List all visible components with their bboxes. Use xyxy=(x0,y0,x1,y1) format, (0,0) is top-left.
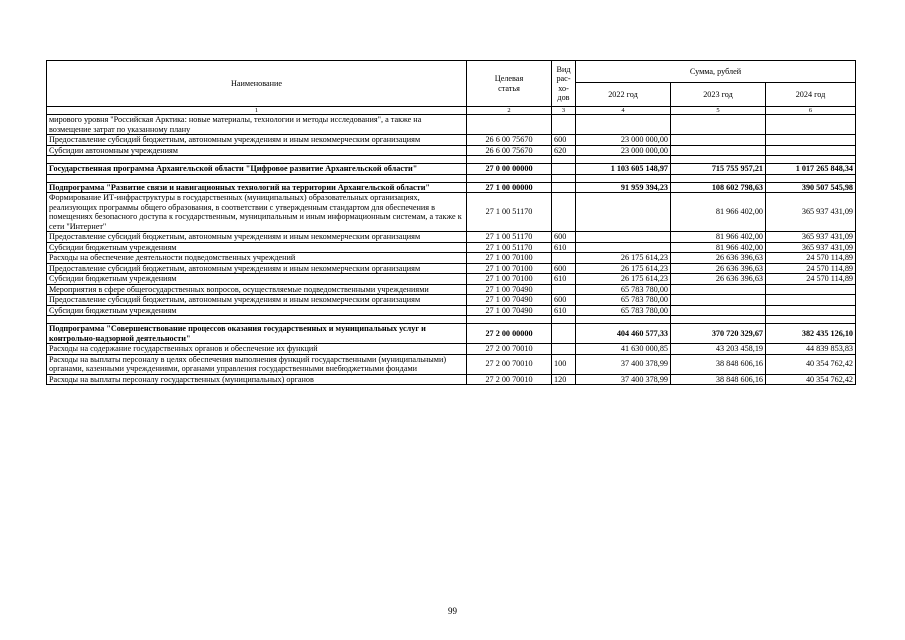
table-row xyxy=(47,274,856,285)
cell-code: 27 1 00 70490 xyxy=(467,295,552,306)
spacer-row xyxy=(47,174,856,182)
table-row xyxy=(47,263,856,274)
cell-code: 27 1 00 00000 xyxy=(467,182,552,193)
cell-name: Предоставление субсидий бюджетным, автономным учреждениям и иным некоммерческим организациям xyxy=(47,232,467,243)
table-row xyxy=(47,284,856,295)
cell-type: 100 xyxy=(552,354,576,374)
header-2023: 2023 год xyxy=(671,83,766,107)
table-row xyxy=(47,164,856,175)
cell-name: Формирование ИТ-инфраструктуры в государственных (муниципальных) образовательных организациях, реализующих программы общего образования, в соответствии с утвержденным стандартом для обеспечения в помещениях безопасного доступа к государственным, муниципальным и иным информационным системам, а также к сети "Интернет" xyxy=(47,193,467,232)
cell-type: 600 xyxy=(552,135,576,146)
cell-y2024: 24 570 114,89 xyxy=(766,263,856,274)
cell-y2024 xyxy=(766,295,856,306)
spacer-cell xyxy=(766,316,856,324)
col-number: 4 xyxy=(576,107,671,115)
cell-y2022: 91 959 394,23 xyxy=(576,182,671,193)
cell-type xyxy=(552,182,576,193)
cell-y2022: 65 783 780,00 xyxy=(576,295,671,306)
spacer-cell xyxy=(47,174,467,182)
cell-y2023: 81 966 402,00 xyxy=(671,193,766,232)
cell-name: Субсидии автономным учреждениям xyxy=(47,145,467,156)
spacer-cell xyxy=(766,174,856,182)
cell-code: 27 1 00 70490 xyxy=(467,284,552,295)
spacer-cell xyxy=(576,316,671,324)
cell-y2024 xyxy=(766,284,856,295)
cell-name: Государственная программа Архангельской области "Цифровое развитие Архангельской области" xyxy=(47,164,467,175)
cell-code: 27 1 00 70490 xyxy=(467,305,552,316)
cell-type: 620 xyxy=(552,145,576,156)
cell-y2024: 40 354 762,42 xyxy=(766,374,856,385)
cell-y2023: 26 636 396,63 xyxy=(671,263,766,274)
cell-y2024: 382 435 126,10 xyxy=(766,324,856,344)
cell-y2023: 715 755 957,21 xyxy=(671,164,766,175)
cell-y2022: 26 175 614,23 xyxy=(576,274,671,285)
cell-type: 120 xyxy=(552,374,576,385)
table-row xyxy=(47,344,856,355)
col-number: 5 xyxy=(671,107,766,115)
cell-y2024 xyxy=(766,145,856,156)
cell-y2022: 26 175 614,23 xyxy=(576,253,671,264)
cell-y2024: 44 839 853,83 xyxy=(766,344,856,355)
cell-name: Расходы на выплаты персоналу в целях обеспечения выполнения функций государственными (муниципальными) органами, казенными учреждениями, органами управления государственными внебюджетными фондами xyxy=(47,354,467,374)
spacer-cell xyxy=(47,316,467,324)
cell-name: Предоставление субсидий бюджетным, автономным учреждениям и иным некоммерческим организациям xyxy=(47,263,467,274)
table-row xyxy=(47,295,856,306)
cell-y2024 xyxy=(766,115,856,135)
cell-y2022: 37 400 378,99 xyxy=(576,354,671,374)
cell-y2023 xyxy=(671,284,766,295)
cell-y2022 xyxy=(576,115,671,135)
spacer-cell xyxy=(576,174,671,182)
table-row xyxy=(47,115,856,135)
cell-type: 600 xyxy=(552,263,576,274)
cell-name: Расходы на обеспечение деятельности подведомственных учреждений xyxy=(47,253,467,264)
cell-name: Субсидии бюджетным учреждениям xyxy=(47,274,467,285)
cell-code: 27 1 00 51170 xyxy=(467,193,552,232)
cell-y2023: 26 636 396,63 xyxy=(671,274,766,285)
cell-y2023: 370 720 329,67 xyxy=(671,324,766,344)
cell-type xyxy=(552,253,576,264)
cell-name: Мероприятия в сфере общегосударственных вопросов, осуществляемые подведомственными учреждениями xyxy=(47,284,467,295)
cell-type: 610 xyxy=(552,305,576,316)
table-row xyxy=(47,145,856,156)
cell-y2024: 365 937 431,09 xyxy=(766,193,856,232)
cell-y2022: 23 000 000,00 xyxy=(576,135,671,146)
cell-y2023 xyxy=(671,305,766,316)
table-row xyxy=(47,305,856,316)
header-2022: 2022 год xyxy=(576,83,671,107)
cell-name: мирового уровня "Российская Арктика: новые материалы, технологии и методы исследования", а также на возмещение затрат по указанному плану xyxy=(47,115,467,135)
cell-code: 27 1 00 70100 xyxy=(467,263,552,274)
cell-name: Подпрограмма "Совершенствование процессов оказания государственных и муниципальных услуг и контрольно-надзорной деятельности" xyxy=(47,324,467,344)
spacer-cell xyxy=(552,316,576,324)
cell-code: 26 6 00 75670 xyxy=(467,135,552,146)
cell-type xyxy=(552,324,576,344)
cell-type: 610 xyxy=(552,274,576,285)
col-number: 6 xyxy=(766,107,856,115)
table-row xyxy=(47,193,856,232)
cell-type xyxy=(552,115,576,135)
table-row xyxy=(47,232,856,243)
cell-y2023: 38 848 606,16 xyxy=(671,354,766,374)
header-name: Наименование xyxy=(47,61,467,107)
spacer-cell xyxy=(671,174,766,182)
header-2024: 2024 год xyxy=(766,83,856,107)
cell-code: 27 1 00 51170 xyxy=(467,242,552,253)
cell-name: Субсидии бюджетным учреждениям xyxy=(47,305,467,316)
page-number: 99 xyxy=(448,606,457,616)
cell-code: 27 2 00 70010 xyxy=(467,344,552,355)
cell-type: 610 xyxy=(552,242,576,253)
header-target: Целевая статья xyxy=(467,61,552,107)
cell-name: Расходы на выплаты персоналу государственных (муниципальных) органов xyxy=(47,374,467,385)
cell-y2022 xyxy=(576,232,671,243)
col-number: 1 xyxy=(47,107,467,115)
table-row xyxy=(47,253,856,264)
spacer-cell xyxy=(766,156,856,164)
cell-y2024: 365 937 431,09 xyxy=(766,232,856,243)
spacer-cell xyxy=(671,156,766,164)
header-type: Вид рас- хо- дов xyxy=(552,61,576,107)
cell-code: 27 2 00 70010 xyxy=(467,374,552,385)
cell-y2022: 41 630 000,85 xyxy=(576,344,671,355)
spacer-cell xyxy=(47,156,467,164)
cell-y2022: 404 460 577,33 xyxy=(576,324,671,344)
cell-y2023 xyxy=(671,295,766,306)
table-row xyxy=(47,374,856,385)
cell-code: 27 1 00 51170 xyxy=(467,232,552,243)
cell-code xyxy=(467,115,552,135)
cell-y2023: 81 966 402,00 xyxy=(671,232,766,243)
cell-y2022: 37 400 378,99 xyxy=(576,374,671,385)
cell-name: Предоставление субсидий бюджетным, автономным учреждениям и иным некоммерческим организациям xyxy=(47,135,467,146)
table-row xyxy=(47,135,856,146)
col-number: 3 xyxy=(552,107,576,115)
spacer-cell xyxy=(467,316,552,324)
cell-y2023 xyxy=(671,145,766,156)
cell-type: 600 xyxy=(552,295,576,306)
cell-y2024: 24 570 114,89 xyxy=(766,253,856,264)
cell-y2023: 43 203 458,19 xyxy=(671,344,766,355)
table-row xyxy=(47,324,856,344)
cell-y2023 xyxy=(671,135,766,146)
cell-y2024 xyxy=(766,305,856,316)
header-sum: Сумма, рублей xyxy=(576,61,856,83)
cell-code: 27 1 00 70100 xyxy=(467,274,552,285)
cell-type xyxy=(552,284,576,295)
table-row xyxy=(47,354,856,374)
spacer-cell xyxy=(467,156,552,164)
cell-y2023: 26 636 396,63 xyxy=(671,253,766,264)
cell-y2022: 26 175 614,23 xyxy=(576,263,671,274)
cell-y2023: 108 602 798,63 xyxy=(671,182,766,193)
cell-y2022: 1 103 605 148,97 xyxy=(576,164,671,175)
cell-y2024: 390 507 545,98 xyxy=(766,182,856,193)
cell-y2023: 38 848 606,16 xyxy=(671,374,766,385)
spacer-cell xyxy=(552,156,576,164)
cell-y2024: 1 017 265 848,34 xyxy=(766,164,856,175)
cell-y2024 xyxy=(766,135,856,146)
cell-y2024: 24 570 114,89 xyxy=(766,274,856,285)
cell-y2024: 365 937 431,09 xyxy=(766,242,856,253)
table-row xyxy=(47,182,856,193)
spacer-cell xyxy=(576,156,671,164)
spacer-cell xyxy=(671,316,766,324)
cell-y2023: 81 966 402,00 xyxy=(671,242,766,253)
cell-code: 27 1 00 70100 xyxy=(467,253,552,264)
cell-code: 26 6 00 75670 xyxy=(467,145,552,156)
cell-name: Предоставление субсидий бюджетным, автономным учреждениям и иным некоммерческим организациям xyxy=(47,295,467,306)
cell-code: 27 2 00 00000 xyxy=(467,324,552,344)
cell-type xyxy=(552,193,576,232)
cell-y2022: 65 783 780,00 xyxy=(576,305,671,316)
cell-code: 27 2 00 70010 xyxy=(467,354,552,374)
cell-y2022 xyxy=(576,193,671,232)
cell-y2023 xyxy=(671,115,766,135)
col-number: 2 xyxy=(467,107,552,115)
cell-y2022: 65 783 780,00 xyxy=(576,284,671,295)
table-body xyxy=(47,115,856,385)
spacer-row xyxy=(47,316,856,324)
cell-name: Расходы на содержание государственных органов и обеспечение их функций xyxy=(47,344,467,355)
cell-code: 27 0 00 00000 xyxy=(467,164,552,175)
spacer-row xyxy=(47,156,856,164)
cell-name: Субсидии бюджетным учреждениям xyxy=(47,242,467,253)
cell-type xyxy=(552,164,576,175)
table-row xyxy=(47,242,856,253)
cell-y2022 xyxy=(576,242,671,253)
cell-type xyxy=(552,344,576,355)
cell-y2022: 23 000 000,00 xyxy=(576,145,671,156)
cell-y2024: 40 354 762,42 xyxy=(766,354,856,374)
budget-table xyxy=(46,60,856,385)
spacer-cell xyxy=(552,174,576,182)
cell-name: Подпрограмма "Развитие связи и навигационных технологий на территории Архангельской области" xyxy=(47,182,467,193)
cell-type: 600 xyxy=(552,232,576,243)
spacer-cell xyxy=(467,174,552,182)
